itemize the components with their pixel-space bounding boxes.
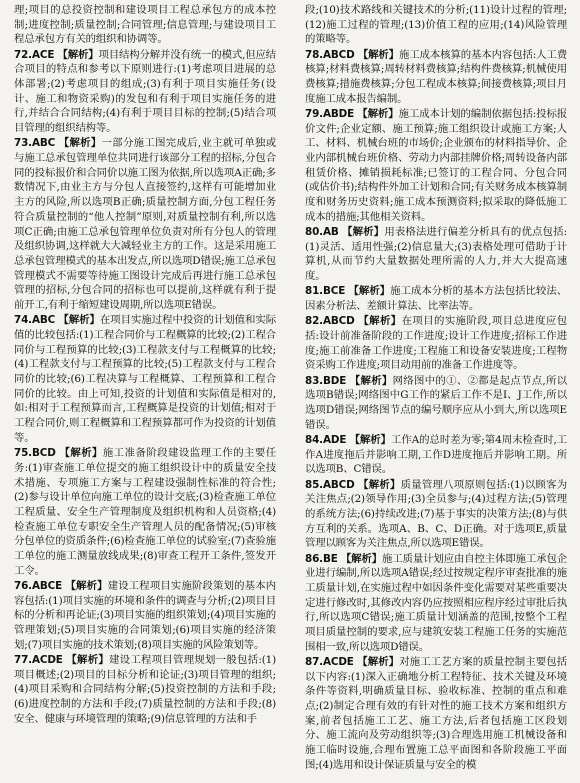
question-number: 86. bbox=[305, 552, 323, 565]
continued-text bbox=[14, 3, 276, 47]
answer-entry bbox=[14, 653, 276, 727]
question-number: 73. bbox=[14, 137, 32, 150]
question-number: 80. bbox=[305, 226, 323, 239]
entry-text: 一部分施工图完成后,业主就可单独或与施工总承包管理单位共同进行该部分工程的招标,分包合同的投标报价和合同价以施工图为依据,所以选项A正确;多数情况下,由业主方与分包人直接签约,这样有可能增加业主方的风险,所以选项B正确;质量控制方面,分包工程任务符合质量控制的“他人控制”原则,对质量控制有利,所以选项C正确;由施工总承包管理单位负责对所有分包人的管理及组织协调,这样就大大减轻业主方的工作。这是采用施工总承包管理模式的基本出发点,所以选项D错误;施工总承包管理模式不需要等待施工图设计完成后再进行施工总承包管理的招标,分包合同的招标也可以提前,这样就有利于提前开工,有利于缩短建设周期,所以选项E错误。 bbox=[14, 137, 276, 312]
entry-text: 对施工工艺方案的质量控制主要包括以下内容:(1)深入正确地分析工程特征、技术关键及环境条件等资料,明确质量目标、验收标准、控制的重点和难点;(2)制定合理有效的有针对性的施工技术方案和组织方案,前者包括施工工艺、施工方法,后者包括施工区段划分、施工流向及劳动组织等;(3)合理选用施工机械设备和施工临时设施,合理布置施工总平面图和各阶段施工平面图;(4)选用和设计保证质量与安全的模 bbox=[305, 655, 567, 771]
question-number: 77. bbox=[14, 653, 32, 666]
question-number: 72. bbox=[14, 48, 32, 61]
entry-text: 用表格法进行偏差分析具有的优点包括:(1)灵活、适用性强;(2)信息量大;(3)表格处理可借助于计算机,从而节约大量数据处理所需的人力,并大大提高速度。 bbox=[305, 226, 567, 283]
answer-key: ABDE bbox=[322, 107, 355, 120]
answer-entry bbox=[305, 314, 567, 373]
answer-entry bbox=[305, 655, 567, 773]
answer-entry bbox=[305, 552, 567, 655]
analysis-tag: 【解析】 bbox=[340, 552, 383, 565]
entry-text: 质量管理八项原则包括:(1)以顾客为关注焦点;(2)领导作用;(3)全员参与;(4)过程方法;(5)管理的系统方法;(6)持续改进;(7)基于事实的决策方法;(8)与供方互利的关系。选项A、B、C、D正确。对于选项E,质量管理以顾客为关注焦点,所以选项E错误。 bbox=[305, 478, 567, 550]
answer-entry bbox=[305, 374, 567, 433]
answer-key: ACDE bbox=[31, 653, 63, 666]
answer-key: ABCD bbox=[322, 48, 355, 61]
analysis-tag: 【解析】 bbox=[58, 314, 100, 327]
answer-key: BCD bbox=[31, 447, 56, 460]
analysis-tag: 【解析】 bbox=[357, 48, 399, 61]
answer-entry bbox=[14, 48, 276, 136]
question-number: 82. bbox=[305, 315, 323, 328]
analysis-tag: 【解析】 bbox=[342, 226, 385, 239]
question-number: 87. bbox=[305, 655, 323, 668]
entry-text: 建设工程项目实施阶段策划的基本内容包括:(1)项目实施的环境和条件的调查与分析;(2)项目目标的分析和再论证;(3)项目实施的组织策划;(4)项目实施的管理策划;(5)项目实施的合同策划;(6)项目实施的经济策划;(7)项目实施的技术策划;(8)项目实施的风险策划等。 bbox=[14, 579, 276, 651]
analysis-tag: 【解析】 bbox=[348, 285, 391, 298]
answer-key: BE bbox=[322, 552, 338, 565]
question-number: 85. bbox=[305, 478, 323, 491]
entry-text: 建设工程项目管理规划一般包括:(1)项目概述;(2)项目的目标分析和论证;(3)项目管理的组织;(4)项目采购和合同结构分解;(5)投资控制的方法和手段;(6)进度控制的方法和手段;(7)质量控制的方法和手段;(8)安全、健康与环境管理的策略;(9)信息管理的方法和手 bbox=[14, 653, 276, 725]
entry-text: 施工成本核算的基本内容包括:人工费核算;材料费核算;周转材料费核算;结构件费核算;机械使用费核算;措施费核算;分包工程成本核算;间接费核算;项目月度施工成本报告编制。 bbox=[305, 48, 568, 105]
entry-text: 在项目实施过程中投资的计划值和实际值的比较包括:(1)工程合同价与工程概算的比较;(2)工程合同价与工程预算的比较;(3)工程款支付与工程概算的比较;(4)工程款支付与工程预算的比较;(5)工程款支付与工程合同价的比较;(6)工程决算与工程概算、工程预算和工程合同价的比较。由上可知,投资的计划值和实际值是相对的,如:相对于工程预算而言,工程概算是投资的计划值;相对于工程合同价,则工程概算和工程预算都可作为投资的计划值等。 bbox=[14, 314, 276, 444]
right-column bbox=[305, 3, 567, 773]
answer-entry bbox=[305, 284, 567, 313]
analysis-tag: 【解析】 bbox=[349, 433, 391, 446]
question-number: 74. bbox=[14, 314, 32, 327]
analysis-tag: 【解析】 bbox=[358, 478, 401, 491]
entry-text: 施工成本分析的基本方法包括比较法、因素分析法、差额计算法、比率法等。 bbox=[305, 285, 567, 313]
answer-key: ABCE bbox=[31, 579, 63, 592]
answer-key: ABCD bbox=[322, 478, 355, 491]
question-number: 76. bbox=[14, 579, 32, 592]
answer-entry bbox=[305, 478, 567, 552]
answer-key: BDE bbox=[322, 374, 347, 387]
answer-key: ABCD bbox=[322, 315, 355, 328]
analysis-tag: 【解析】 bbox=[58, 137, 102, 150]
answer-entry bbox=[14, 446, 276, 578]
entry-text: 在项目的实施阶段,项目总进度应包括:设计前准备阶段的工作进度;设计工作进度;招标工作进度;施工前准备工作进度;工程施工和设备安装进度;工程物资采购工作进度;项目动用前的准备工作进度等。 bbox=[305, 315, 567, 372]
entry-text: 施工准备阶段建设监理工作的主要任务:(1)审查施工单位提交的施工组织设计中的质量安全技术措施、专项施工方案与工程建设强制性标准的符合性;(2)参与设计单位向施工单位的设计交底;(3)检查施工单位工程质量、安全生产管理制度及组织机构和人员资格;(4)检查施工单位专职安全生产管理人员的配备情况;(5)审核分包单位的资质条件;(6)检查施工单位的试验室;(7)查验施工单位的施工测量放线成果;(8)审查工程开工条件,签发开工令。 bbox=[14, 447, 277, 577]
answer-key: BCE bbox=[322, 285, 346, 298]
answer-entry bbox=[305, 433, 567, 477]
entry-text: 段;(10)技术路线和关键技术的分析;(11)设计过程的管理;(12)施工过程的管理;(13)价值工程的应用;(14)风险管理的策略等。 bbox=[305, 4, 567, 46]
answer-entry bbox=[14, 136, 276, 312]
answer-key: ABC bbox=[31, 137, 56, 150]
analysis-tag: 【解析】 bbox=[66, 653, 110, 666]
question-number: 75. bbox=[14, 447, 32, 460]
answer-entry bbox=[14, 313, 276, 445]
answer-key: AB bbox=[322, 226, 339, 239]
analysis-tag: 【解析】 bbox=[59, 447, 103, 460]
question-number: 84. bbox=[305, 433, 323, 446]
answer-key: ACDE bbox=[322, 655, 354, 668]
answer-entry bbox=[14, 579, 276, 653]
question-number: 83. bbox=[305, 374, 323, 387]
analysis-tag: 【解析】 bbox=[357, 655, 400, 668]
entry-text: 网络图中的①、②都是起点节点,所以选项B错误;网络图中G工作的紧后工作不是I、J工作,所以选项D错误;网络图节点的编号顺序应从小到大,所以选项E错误。 bbox=[305, 374, 567, 431]
question-number: 79. bbox=[305, 107, 323, 120]
entry-text: 工作A的总时差为零;第4周末检查时,工作A进度拖后并影响工期,工作D进度拖后并影响工期。所以选项B、C错误。 bbox=[305, 433, 567, 476]
question-number: 78. bbox=[305, 48, 323, 61]
answer-key: ACE bbox=[31, 48, 55, 61]
analysis-tag: 【解析】 bbox=[65, 579, 108, 592]
answer-key: ADE bbox=[322, 433, 347, 446]
question-number: 81. bbox=[305, 285, 323, 298]
entry-text: 施工成本计划的编制依据包括:投标报价文件;企业定额、施工预算;施工组织设计或施工方案;人工、材料、机械台班的市场价;企业颁布的材料指导价、企业内部机械台班价格、劳动力内部挂牌价格;周转设备内部租赁价格、摊销损耗标准;已签订的工程合同、分包合同(或估价书);结构件外加工计划和合同;有关财务成本核算制度和财务历史资料;施工成本预测资料;拟采取的降低施工成本的措施;其他相关资料。 bbox=[305, 107, 568, 223]
entry-text: 项目结构分解并没有统一的模式,但应结合项目的特点和参考以下原则进行:(1)考虑项目进展的总体部署;(2)考虑项目的组成;(3)有利于项目实施任务(设计、施工和物资采购)的发包和有利于项目实施任务的进行,并结合合同结构;(4)有利于项目目标的控制;(5)结合项目管理的组织结构等。 bbox=[14, 48, 276, 135]
analysis-tag: 【解析】 bbox=[358, 315, 402, 328]
analysis-tag: 【解析】 bbox=[349, 374, 393, 387]
entry-text: 施工质量计划应由自控主体即施工承包企业进行编制,所以选项A错误;经过按规定程序审查批准的施工质量计划,在实施过程中如因条件变化需要对某些重要决定进行修改时,其修改内容仍应按照相应程序经过审批后执行,所以选项C错误;施工质量计划涵盖的范围,按整个工程项目质量控制的要求,应与建筑安装工程施工任务的实施范围相一致,所以选项D错误。 bbox=[305, 552, 567, 653]
answer-entry bbox=[305, 225, 567, 284]
continued-text bbox=[305, 3, 567, 47]
analysis-tag: 【解析】 bbox=[357, 107, 399, 120]
left-column bbox=[14, 3, 276, 726]
analysis-tag: 【解析】 bbox=[57, 48, 99, 61]
answer-entry bbox=[305, 107, 567, 225]
answer-entry bbox=[305, 48, 567, 107]
entry-text: 理;项目的总投资控制和建设项目工程总承包方的成本控制;进度控制;质量控制;合同管理;信息管理;与建设项目工程总承包方有关的组织和协调等。 bbox=[14, 4, 276, 46]
answer-key: ABC bbox=[31, 314, 56, 327]
